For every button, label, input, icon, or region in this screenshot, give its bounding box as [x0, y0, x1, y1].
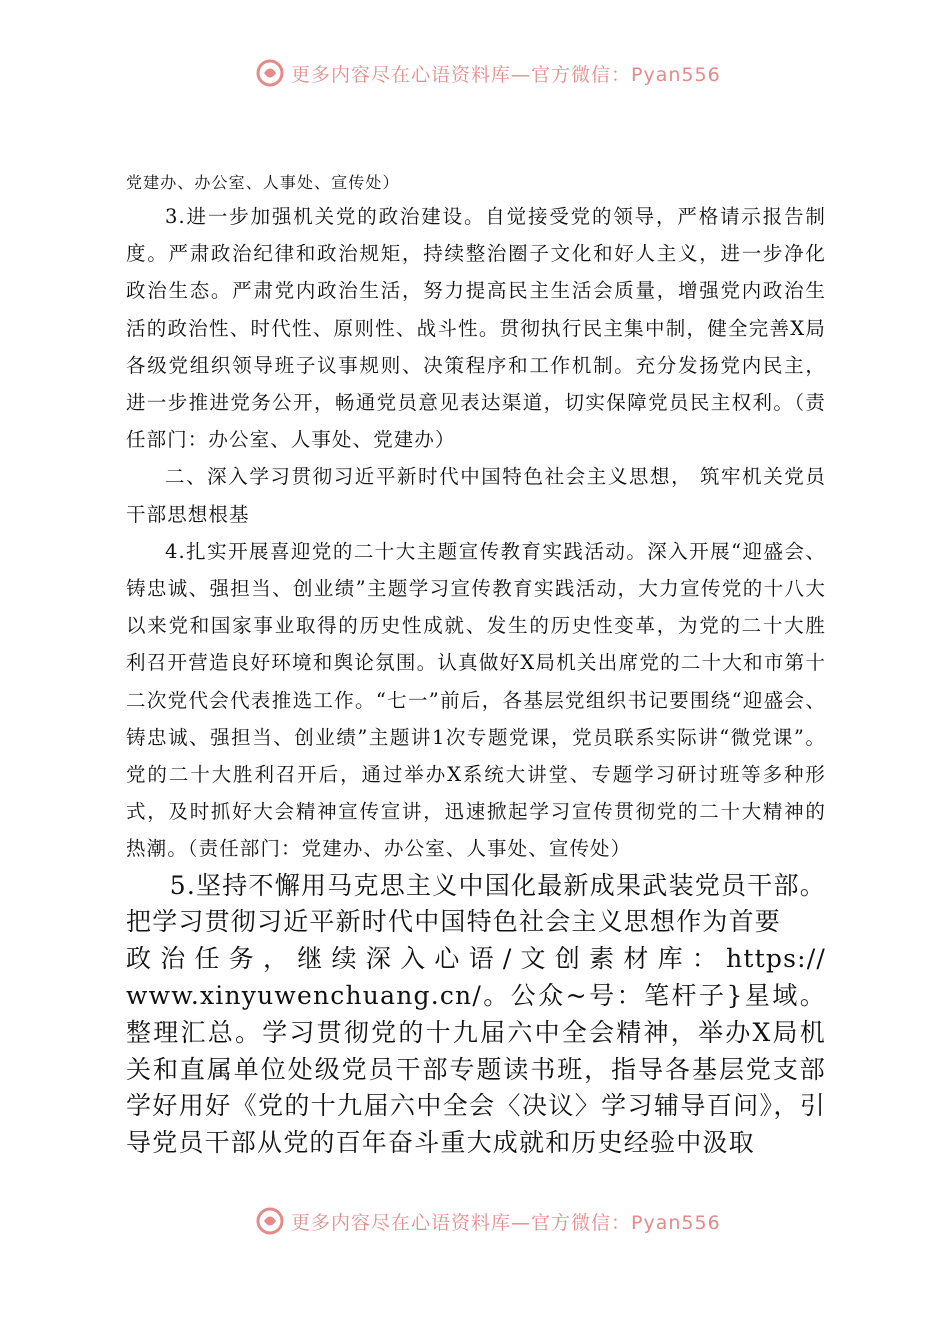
paragraph-item-5-spaced-line: 政治任务，继续深入心语/文创素材库：https://	[126, 944, 826, 974]
watermark-header	[255, 56, 775, 90]
paragraph-item-4: 4.扎实开展喜迎党的二十大主题宣传教育实践活动。深入开展“迎盛会、铸忠诚、强担当、创业绩”主题学习宣传教育实践活动，大力宣传党的十八大以来党和国家事业取得的历史性成就、发生的历史性变革，为党的二十大胜利召开营造良好环境和舆论氛围。认真做好X局机关出席党的二十大和市第十二次党代会代表推选工作。“七一”前后，各基层党组织书记要围绕“迎盛会、铸忠诚、强担当、创业绩”主题讲1次专题党课，党员联系实际讲“微党课”。党的二十大胜利召开后，通过举办X系统大讲堂、专题学习研讨班等多种形式，及时抓好大会精神宣传宣讲，迅速掀起学习宣传贯彻党的二十大精神的热潮。（责任部门：党建办、办公室、人事处、宣传处）	[126, 539, 826, 861]
watermark-text: 更多内容尽在心语资料库—官方微信：Pyan556	[291, 63, 721, 86]
paragraph-item-3: 3.进一步加强机关党的政治建设。自觉接受党的领导，严格请示报告制度。严肃政治纪律和政治规矩，持续整治圈子文化和好人主义，进一步净化政治生态。严肃党内政治生活，努力提高民主生活会质量，增强党内政治生活的政治性、时代性、原则性、战斗性。贯彻执行民主集中制，健全完善X局各级党组织领导班子议事规则、决策程序和工作机制。充分发扬党内民主，进一步推进党务公开，畅通党员意见表达渠道，切实保障党员民主权利。（责任部门：办公室、人事处、党建办）	[126, 205, 826, 452]
watermark-logo-icon	[255, 58, 285, 88]
paragraph-continuation: 党建办、办公室、人事处、宣传处）	[126, 173, 400, 192]
section-heading-2: 二、深入学习贯彻习近平新时代中国特色社会主义思想， 筑牢机关党员干部思想根基	[126, 465, 826, 526]
document-body	[126, 168, 826, 1162]
paragraph-item-5-tail: www.xinyuwenchuang.cn/。公众~号：笔杆子}星域。整理汇总。学习贯彻党的十九届六中全会精神，举办X局机关和直属单位处级党员干部专题读书班，指导各基层党支部学好用好《党的十九届六中全会〈决议〉学习辅导百问》，引导党员干部从党的百年奋斗重大成就和历史经验中汲取	[126, 981, 826, 1158]
watermark-footer	[255, 1204, 775, 1238]
paragraph-item-5-lead: 5.坚持不懈用马克思主义中国化最新成果武装党员干部。把学习贯彻习近平新时代中国特色社会主义思想作为首要	[126, 870, 826, 937]
watermark-text: 更多内容尽在心语资料库—官方微信：Pyan556	[291, 1211, 721, 1234]
watermark-logo-icon	[255, 1206, 285, 1236]
paragraph-item-5	[126, 868, 826, 942]
